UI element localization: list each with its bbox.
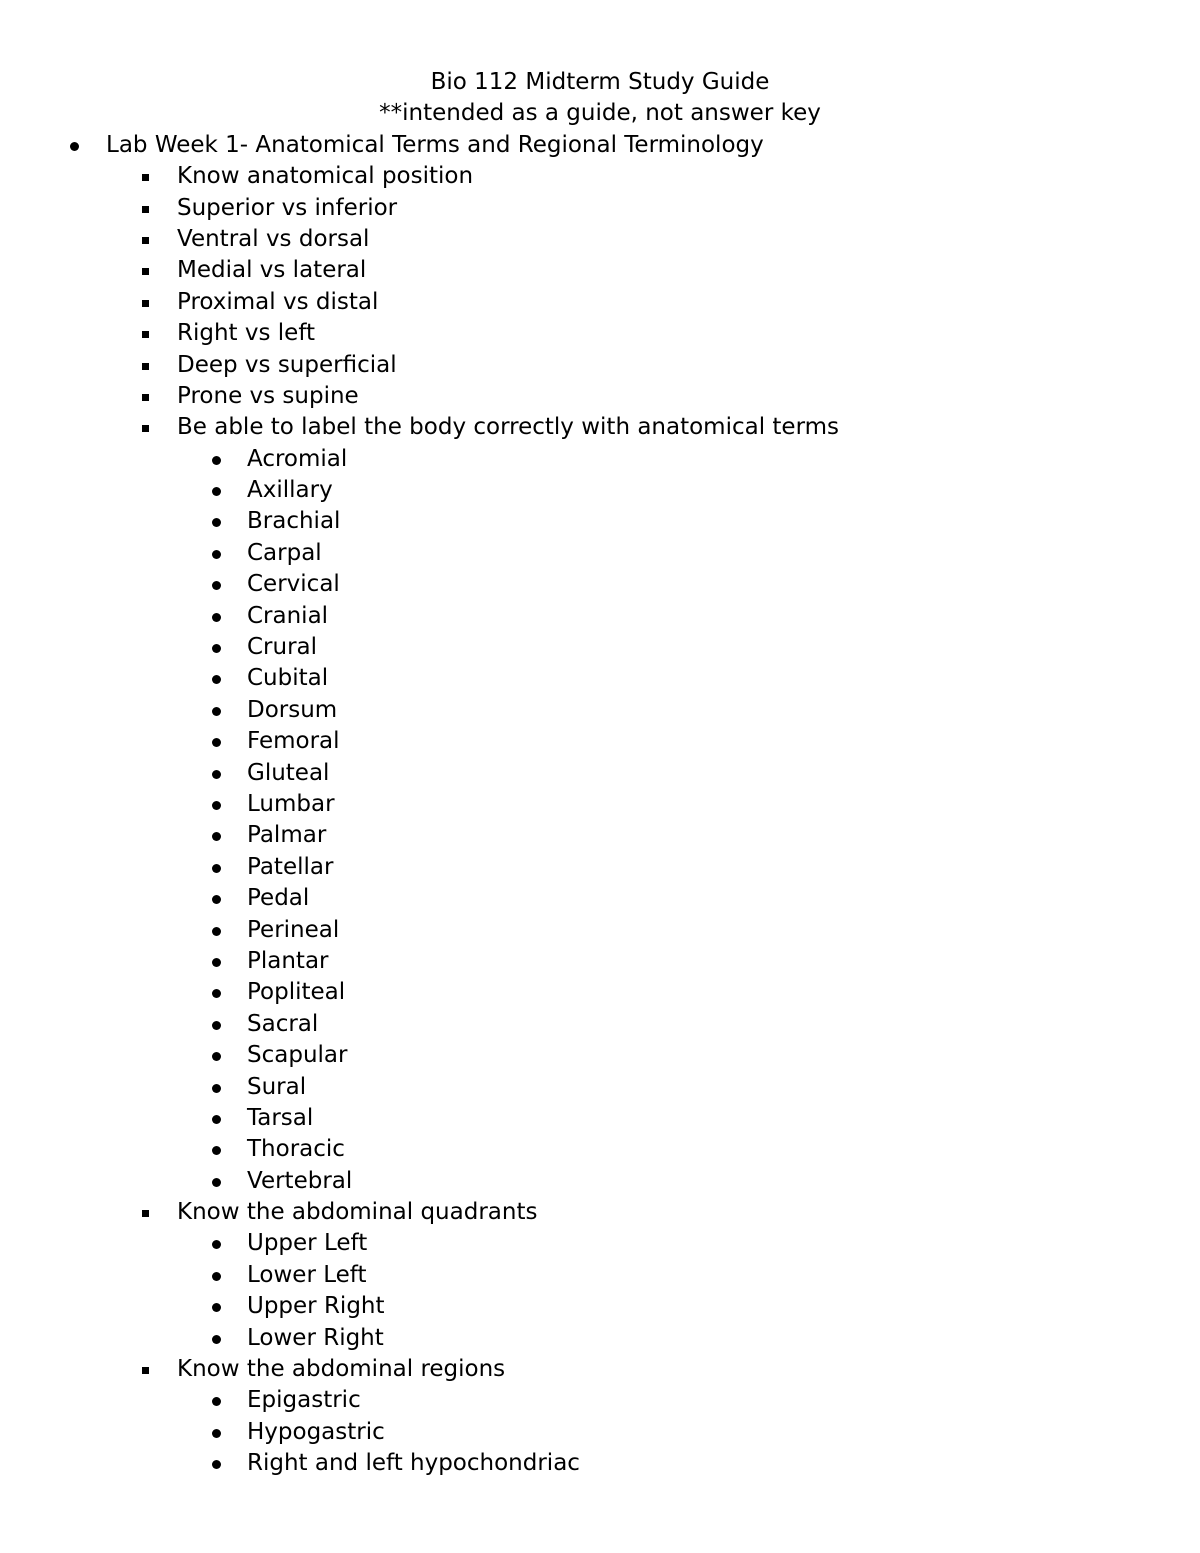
topic-item: [0, 161, 1200, 192]
round-bullet-icon: [212, 1272, 221, 1281]
study-guide-outline: [0, 130, 1200, 1480]
term-item: [0, 758, 1200, 789]
round-bullet-icon: [212, 1021, 221, 1030]
list-item-label: Pedal: [247, 885, 310, 912]
list-item-label: Deep vs superficial: [177, 351, 397, 378]
list-item-label: Axillary: [247, 477, 333, 504]
list-item-label: Lower Right: [247, 1324, 384, 1351]
list-item-label: Carpal: [247, 539, 322, 566]
round-bullet-icon: [70, 142, 79, 151]
term-item: [0, 1103, 1200, 1134]
term-item: [0, 506, 1200, 537]
list-item-label: Know the abdominal quadrants: [177, 1199, 538, 1226]
round-bullet-icon: [212, 1115, 221, 1124]
square-bullet-icon: [142, 206, 149, 213]
topic-item: [0, 255, 1200, 286]
term-item: [0, 820, 1200, 851]
term-item: [0, 946, 1200, 977]
round-bullet-icon: [212, 613, 221, 622]
list-item-label: Dorsum: [247, 696, 338, 723]
term-item: [0, 1134, 1200, 1165]
term-item: [0, 1040, 1200, 1071]
term-item: [0, 1417, 1200, 1448]
list-item-label: Palmar: [247, 822, 327, 849]
round-bullet-icon: [212, 832, 221, 841]
round-bullet-icon: [212, 864, 221, 873]
term-item: [0, 663, 1200, 694]
round-bullet-icon: [212, 1052, 221, 1061]
list-item-label: Brachial: [247, 508, 341, 535]
round-bullet-icon: [212, 927, 221, 936]
term-item: [0, 569, 1200, 600]
document-subtitle: **intended as a guide, not answer key: [379, 100, 821, 127]
list-item-label: Cubital: [247, 665, 329, 692]
round-bullet-icon: [212, 1146, 221, 1155]
round-bullet-icon: [212, 895, 221, 904]
list-item-label: Superior vs inferior: [177, 194, 398, 221]
list-item-label: Femoral: [247, 728, 340, 755]
round-bullet-icon: [212, 1240, 221, 1249]
list-item-label: Crural: [247, 634, 318, 661]
round-bullet-icon: [212, 770, 221, 779]
square-bullet-icon: [142, 363, 149, 370]
topic-item: [0, 1197, 1200, 1228]
square-bullet-icon: [142, 237, 149, 244]
term-item: [0, 695, 1200, 726]
term-item: [0, 1323, 1200, 1354]
term-item: [0, 632, 1200, 663]
term-item: [0, 883, 1200, 914]
round-bullet-icon: [212, 1460, 221, 1469]
round-bullet-icon: [212, 581, 221, 590]
term-item: [0, 1291, 1200, 1322]
term-item: [0, 852, 1200, 883]
list-item-label: Know anatomical position: [177, 163, 474, 190]
list-item-label: Sural: [247, 1073, 307, 1100]
round-bullet-icon: [212, 1084, 221, 1093]
round-bullet-icon: [212, 518, 221, 527]
list-item-label: Patellar: [247, 853, 334, 880]
round-bullet-icon: [212, 958, 221, 967]
square-bullet-icon: [142, 1367, 149, 1374]
round-bullet-icon: [212, 1335, 221, 1344]
round-bullet-icon: [212, 487, 221, 496]
round-bullet-icon: [212, 456, 221, 465]
topic-item: [0, 350, 1200, 381]
term-item: [0, 977, 1200, 1008]
list-item-label: Scapular: [247, 1042, 348, 1069]
list-item-label: Prone vs supine: [177, 382, 359, 409]
round-bullet-icon: [212, 550, 221, 559]
list-item-label: Proximal vs distal: [177, 288, 379, 315]
list-item-label: Medial vs lateral: [177, 257, 367, 284]
list-item-label: Popliteal: [247, 979, 346, 1006]
list-item-label: Lumbar: [247, 790, 335, 817]
list-item-label: Gluteal: [247, 759, 330, 786]
topic-item: [0, 224, 1200, 255]
topic-item: [0, 1354, 1200, 1385]
term-item: [0, 915, 1200, 946]
list-item-label: Perineal: [247, 916, 340, 943]
square-bullet-icon: [142, 174, 149, 181]
square-bullet-icon: [142, 425, 149, 432]
term-item: [0, 444, 1200, 475]
term-item: [0, 1260, 1200, 1291]
square-bullet-icon: [142, 1210, 149, 1217]
square-bullet-icon: [142, 331, 149, 338]
document-title: Bio 112 Midterm Study Guide: [430, 69, 770, 95]
round-bullet-icon: [212, 644, 221, 653]
list-item-label: Be able to label the body correctly with anatomical terms: [177, 414, 840, 441]
list-item-label: Upper Left: [247, 1230, 368, 1257]
term-item: [0, 1166, 1200, 1197]
round-bullet-icon: [212, 675, 221, 684]
term-item: [0, 475, 1200, 506]
list-item-label: Lower Left: [247, 1261, 367, 1288]
term-item: [0, 601, 1200, 632]
round-bullet-icon: [212, 801, 221, 810]
square-bullet-icon: [142, 300, 149, 307]
list-item-label: Hypogastric: [247, 1418, 385, 1445]
section-heading: [0, 130, 1200, 161]
list-item-label: Epigastric: [247, 1387, 361, 1414]
topic-item: [0, 381, 1200, 412]
term-item: [0, 538, 1200, 569]
round-bullet-icon: [212, 1397, 221, 1406]
round-bullet-icon: [212, 1178, 221, 1187]
square-bullet-icon: [142, 394, 149, 401]
list-item-label: Sacral: [247, 1010, 319, 1037]
list-item-label: Cervical: [247, 571, 340, 598]
list-item-label: Lab Week 1- Anatomical Terms and Regional Terminology: [106, 131, 764, 158]
round-bullet-icon: [212, 707, 221, 716]
document-page: [0, 67, 1200, 1480]
term-item: [0, 1228, 1200, 1259]
list-item-label: Know the abdominal regions: [177, 1356, 506, 1383]
list-item-label: Right vs left: [177, 320, 316, 347]
list-item-label: Right and left hypochondriac: [247, 1450, 580, 1477]
term-item: [0, 1448, 1200, 1479]
round-bullet-icon: [212, 1303, 221, 1312]
list-item-label: Thoracic: [247, 1136, 345, 1163]
round-bullet-icon: [212, 738, 221, 747]
term-item: [0, 1385, 1200, 1416]
list-item-label: Vertebral: [247, 1167, 353, 1194]
list-item-label: Cranial: [247, 602, 329, 629]
topic-item: [0, 193, 1200, 224]
round-bullet-icon: [212, 989, 221, 998]
term-item: [0, 1009, 1200, 1040]
list-item-label: Tarsal: [247, 1104, 314, 1131]
list-item-label: Ventral vs dorsal: [177, 225, 370, 252]
topic-item: [0, 412, 1200, 443]
term-item: [0, 789, 1200, 820]
list-item-label: Upper Right: [247, 1293, 385, 1320]
round-bullet-icon: [212, 1429, 221, 1438]
list-item-label: Plantar: [247, 947, 329, 974]
square-bullet-icon: [142, 268, 149, 275]
topic-item: [0, 318, 1200, 349]
term-item: [0, 726, 1200, 757]
list-item-label: Acromial: [247, 445, 348, 472]
term-item: [0, 1072, 1200, 1103]
topic-item: [0, 287, 1200, 318]
